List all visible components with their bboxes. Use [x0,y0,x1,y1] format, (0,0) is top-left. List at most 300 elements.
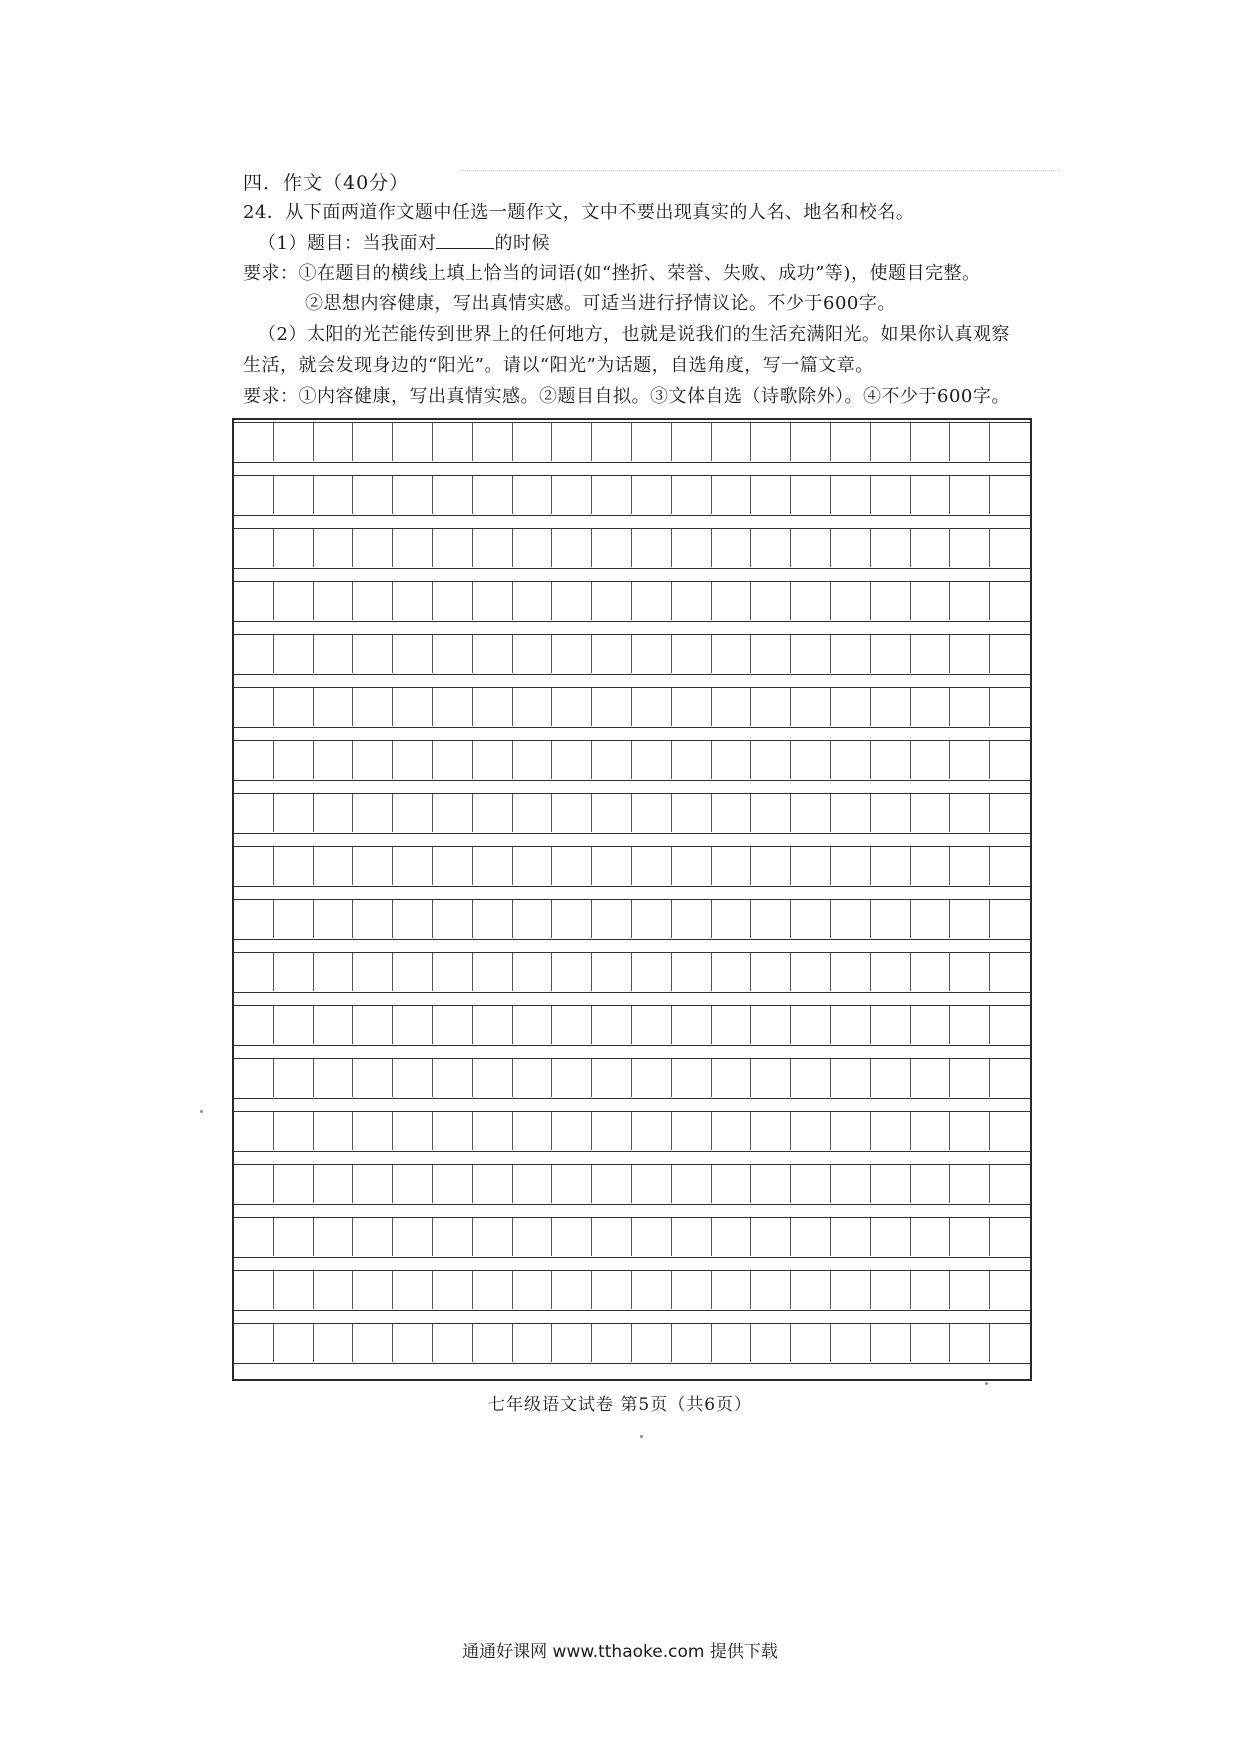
grid-cell [513,423,553,461]
option2-line-2: 生活，就会发现身边的“阳光”。请以“阳光”为话题，自选角度，写一篇文章。 [243,355,874,376]
grid-cell [751,900,791,938]
grid-cell [871,635,911,673]
grid-cell [632,1271,672,1309]
grid-cell [433,741,473,779]
grid-cell [592,1324,632,1362]
grid-cell [592,635,632,673]
grid-cell [911,582,951,620]
grid-cell [751,529,791,567]
grid-cell [751,794,791,832]
grid-cell [592,1218,632,1256]
scan-noise [460,170,1060,181]
grid-cell [632,1006,672,1044]
grid-cell [632,1112,672,1150]
grid-cell [393,953,433,991]
grid-cell [274,1059,314,1097]
grid-cell [513,529,553,567]
grid-cell [314,953,354,991]
grid-cell [672,847,712,885]
grid-cell [911,1112,951,1150]
grid-cell [831,847,871,885]
grid-cell [353,1112,393,1150]
option1-title-prefix: （1）题目：当我面对 [258,233,437,254]
grid-cell [314,635,354,673]
option1-requirement-1: 要求：①在题目的横线上填上恰当的词语(如“挫折、荣誉、失败、成功”等)，使题目完整。 [243,263,981,284]
grid-cell [473,794,513,832]
grid-cell [592,741,632,779]
grid-cell [433,847,473,885]
grid-cell [632,1165,672,1203]
grid-cell [632,1059,672,1097]
grid-cell [552,423,592,461]
grid-cell [950,582,990,620]
grid-cell [433,476,473,514]
grid-cell [712,582,752,620]
grid-cell [353,794,393,832]
grid-cell [871,476,911,514]
grid-cell [751,1059,791,1097]
grid-cell [950,476,990,514]
grid-cell [393,1112,433,1150]
grid-cell [751,847,791,885]
grid-cell [672,1271,712,1309]
grid-cell [353,582,393,620]
grid-cell [274,900,314,938]
scan-speck [200,1110,203,1113]
grid-cell [234,476,274,514]
grid-cell [552,1112,592,1150]
grid-cell [911,1271,951,1309]
grid-cell [751,1324,791,1362]
grid-cell [314,476,354,514]
grid-cell [393,582,433,620]
grid-cell [831,1218,871,1256]
grid-cell [513,688,553,726]
grid-cell [353,423,393,461]
grid-cell [950,688,990,726]
grid-cell [513,900,553,938]
grid-cell [473,1165,513,1203]
option2-line-1: （2）太阳的光芒能传到世界上的任何地方，也就是说我们的生活充满阳光。如果你认真观察 [258,324,1010,345]
grid-cell [632,582,672,620]
question-stem: 24．从下面两道作文题中任选一题作文，文中不要出现真实的人名、地名和校名。 [243,202,915,223]
grid-cell [672,635,712,673]
grid-cell [274,476,314,514]
grid-cell [433,794,473,832]
grid-cell [831,635,871,673]
grid-cell [911,529,951,567]
grid-cell [791,900,831,938]
grid-cell [552,1218,592,1256]
grid-cell [791,582,831,620]
grid-cell [473,741,513,779]
grid-cell [393,900,433,938]
grid-cell [353,1218,393,1256]
grid-cell [672,529,712,567]
grid-cell [911,847,951,885]
grid-cell [393,794,433,832]
option1-title-suffix: 的时候 [494,233,550,254]
grid-cell [274,1218,314,1256]
grid-cell [234,1006,274,1044]
grid-cell [791,476,831,514]
grid-cell [751,953,791,991]
grid-cell [632,847,672,885]
grid-row [234,634,1030,675]
grid-cell [513,1271,553,1309]
grid-cell [473,953,513,991]
grid-cell [234,1165,274,1203]
grid-cell [712,1059,752,1097]
grid-cell [911,423,951,461]
grid-cell [314,1059,354,1097]
grid-cell [353,741,393,779]
grid-cell [871,847,911,885]
grid-cell [672,1059,712,1097]
grid-cell [632,953,672,991]
grid-cell [712,900,752,938]
grid-cell [473,1112,513,1150]
grid-cell [353,635,393,673]
grid-row [234,740,1030,781]
grid-cell [473,1059,513,1097]
grid-cell [234,529,274,567]
grid-cell [871,1112,911,1150]
grid-cell [871,741,911,779]
grid-cell [672,741,712,779]
grid-cell [513,1112,553,1150]
grid-cell [513,1324,553,1362]
grid-cell [393,476,433,514]
grid-cell [911,1059,951,1097]
grid-cell [473,476,513,514]
grid-cell [393,688,433,726]
grid-cell [712,1324,752,1362]
grid-row [234,528,1030,569]
grid-cell [393,1218,433,1256]
grid-cell [433,1006,473,1044]
grid-cell [393,529,433,567]
grid-cell [314,1324,354,1362]
grid-cell [672,1324,712,1362]
grid-cell [234,1218,274,1256]
grid-cell [473,529,513,567]
grid-cell [393,741,433,779]
grid-cell [433,953,473,991]
grid-cell [393,1324,433,1362]
grid-cell [911,741,951,779]
grid-cell [353,688,393,726]
grid-cell [433,900,473,938]
grid-cell [274,529,314,567]
grid-cell [791,741,831,779]
grid-cell [552,1165,592,1203]
grid-cell [552,794,592,832]
grid-cell [552,1006,592,1044]
grid-cell [274,1165,314,1203]
grid-cell [592,953,632,991]
title-blank [436,234,494,249]
grid-cell [950,794,990,832]
answer-grid [232,418,1032,1381]
grid-row [234,1058,1030,1099]
grid-cell [672,953,712,991]
grid-cell [950,635,990,673]
grid-cell [552,688,592,726]
grid-row [234,475,1030,516]
grid-cell [712,794,752,832]
grid-cell [433,1324,473,1362]
page-footer: 七年级语文试卷 第5页（共6页） [487,1395,753,1415]
grid-cell [552,900,592,938]
grid-cell [751,741,791,779]
grid-row [234,1270,1030,1311]
grid-cell [433,1218,473,1256]
download-watermark: 通通好课网 www.tthaoke.com 提供下载 [462,1642,778,1662]
grid-cell [950,953,990,991]
grid-cell [911,1324,951,1362]
grid-cell [831,1271,871,1309]
grid-cell [513,1006,553,1044]
grid-cell [473,900,513,938]
grid-cell [314,1271,354,1309]
grid-cell [393,1006,433,1044]
grid-cell [314,423,354,461]
option1-title [258,229,550,255]
grid-cell [433,423,473,461]
grid-cell [791,635,831,673]
grid-cell [353,953,393,991]
grid-row [234,1164,1030,1205]
grid-cell [314,1218,354,1256]
grid-cell [712,1218,752,1256]
grid-cell [433,582,473,620]
grid-cell [234,423,274,461]
grid-cell [632,476,672,514]
grid-cell [234,582,274,620]
grid-cell [552,582,592,620]
grid-cell [274,1112,314,1150]
grid-cell [831,794,871,832]
grid-cell [513,476,553,514]
grid-cell [234,1112,274,1150]
grid-cell [314,529,354,567]
grid-cell [314,847,354,885]
grid-row [234,581,1030,622]
grid-cell [712,423,752,461]
grid-cell [274,635,314,673]
grid-row [234,1111,1030,1152]
grid-cell [712,529,752,567]
grid-cell [751,1271,791,1309]
grid-cell [592,1112,632,1150]
grid-cell [831,741,871,779]
grid-cell [592,1165,632,1203]
grid-cell [672,423,712,461]
grid-row [234,422,1030,463]
grid-cell [473,688,513,726]
grid-cell [871,900,911,938]
grid-cell [433,688,473,726]
grid-cell [911,476,951,514]
grid-cell [672,1165,712,1203]
grid-cell [552,635,592,673]
grid-cell [791,1324,831,1362]
grid-cell [314,900,354,938]
grid-cell [353,847,393,885]
grid-cell [552,741,592,779]
grid-cell [592,1271,632,1309]
grid-row [234,899,1030,940]
grid-cell [632,741,672,779]
grid-cell [712,635,752,673]
grid-cell [473,1218,513,1256]
grid-cell [831,1324,871,1362]
grid-cell [712,688,752,726]
grid-cell [632,900,672,938]
grid-cell [871,582,911,620]
grid-cell [314,688,354,726]
grid-cell [274,847,314,885]
grid-cell [911,794,951,832]
grid-cell [393,1271,433,1309]
grid-cell [871,794,911,832]
grid-cell [353,1059,393,1097]
grid-cell [791,1112,831,1150]
grid-cell [911,1165,951,1203]
grid-cell [751,582,791,620]
grid-row [234,952,1030,993]
grid-cell [433,1112,473,1150]
grid-cell [274,1271,314,1309]
grid-cell [950,1006,990,1044]
grid-cell [314,1112,354,1150]
grid-cell [751,1218,791,1256]
grid-cell [473,423,513,461]
grid-cell [911,953,951,991]
grid-cell [871,688,911,726]
grid-cell [274,741,314,779]
grid-cell [791,794,831,832]
grid-cell [353,476,393,514]
grid-cell [592,1059,632,1097]
grid-cell [274,423,314,461]
grid-cell [393,847,433,885]
grid-cell [393,423,433,461]
grid-cell [632,1324,672,1362]
grid-cell [632,423,672,461]
grid-cell [791,1059,831,1097]
grid-cell [473,582,513,620]
grid-cell [274,1006,314,1044]
grid-cell [672,1112,712,1150]
grid-cell [433,1165,473,1203]
grid-cell [712,1006,752,1044]
grid-cell [234,953,274,991]
grid-cell [473,635,513,673]
grid-cell [672,1218,712,1256]
grid-cell [712,847,752,885]
grid-cell [791,847,831,885]
grid-row [234,846,1030,887]
grid-cell [592,847,632,885]
grid-cell [911,900,951,938]
grid-cell [791,1165,831,1203]
grid-cell [513,1059,553,1097]
grid-cell [672,582,712,620]
grid-cell [393,1059,433,1097]
grid-cell [831,953,871,991]
grid-cell [234,1271,274,1309]
grid-cell [473,1324,513,1362]
grid-cell [353,529,393,567]
grid-cell [950,741,990,779]
grid-cell [314,1006,354,1044]
grid-cell [433,1271,473,1309]
grid-cell [871,1006,911,1044]
grid-cell [672,794,712,832]
grid-cell [911,635,951,673]
grid-cell [871,1059,911,1097]
grid-cell [632,794,672,832]
grid-cell [871,1165,911,1203]
grid-cell [751,688,791,726]
grid-cell [552,1059,592,1097]
grid-cell [234,741,274,779]
grid-cell [712,476,752,514]
grid-cell [751,1112,791,1150]
grid-cell [950,847,990,885]
option1-requirement-2: ②思想内容健康，写出真情实感。可适当进行抒情议论。不少于600字。 [305,293,896,314]
grid-cell [353,1006,393,1044]
grid-cell [592,1006,632,1044]
grid-cell [672,1006,712,1044]
grid-cell [791,1218,831,1256]
grid-cell [831,423,871,461]
grid-cell [552,529,592,567]
grid-cell [274,953,314,991]
grid-cell [353,900,393,938]
grid-cell [950,900,990,938]
grid-cell [871,529,911,567]
grid-cell [791,1271,831,1309]
grid-cell [871,953,911,991]
grid-cell [950,1218,990,1256]
grid-cell [592,900,632,938]
grid-row [234,793,1030,834]
grid-cell [393,635,433,673]
grid-cell [950,1165,990,1203]
grid-cell [513,1165,553,1203]
grid-cell [274,794,314,832]
grid-cell [871,1271,911,1309]
grid-cell [712,953,752,991]
grid-cell [871,1324,911,1362]
grid-row [234,1217,1030,1258]
grid-cell [552,476,592,514]
grid-cell [672,688,712,726]
grid-cell [552,1271,592,1309]
grid-cell [831,1006,871,1044]
grid-cell [513,1218,553,1256]
grid-cell [234,847,274,885]
grid-cell [473,1006,513,1044]
grid-cell [672,476,712,514]
grid-cell [513,953,553,991]
grid-cell [950,529,990,567]
grid-cell [513,847,553,885]
grid-row [234,1005,1030,1046]
